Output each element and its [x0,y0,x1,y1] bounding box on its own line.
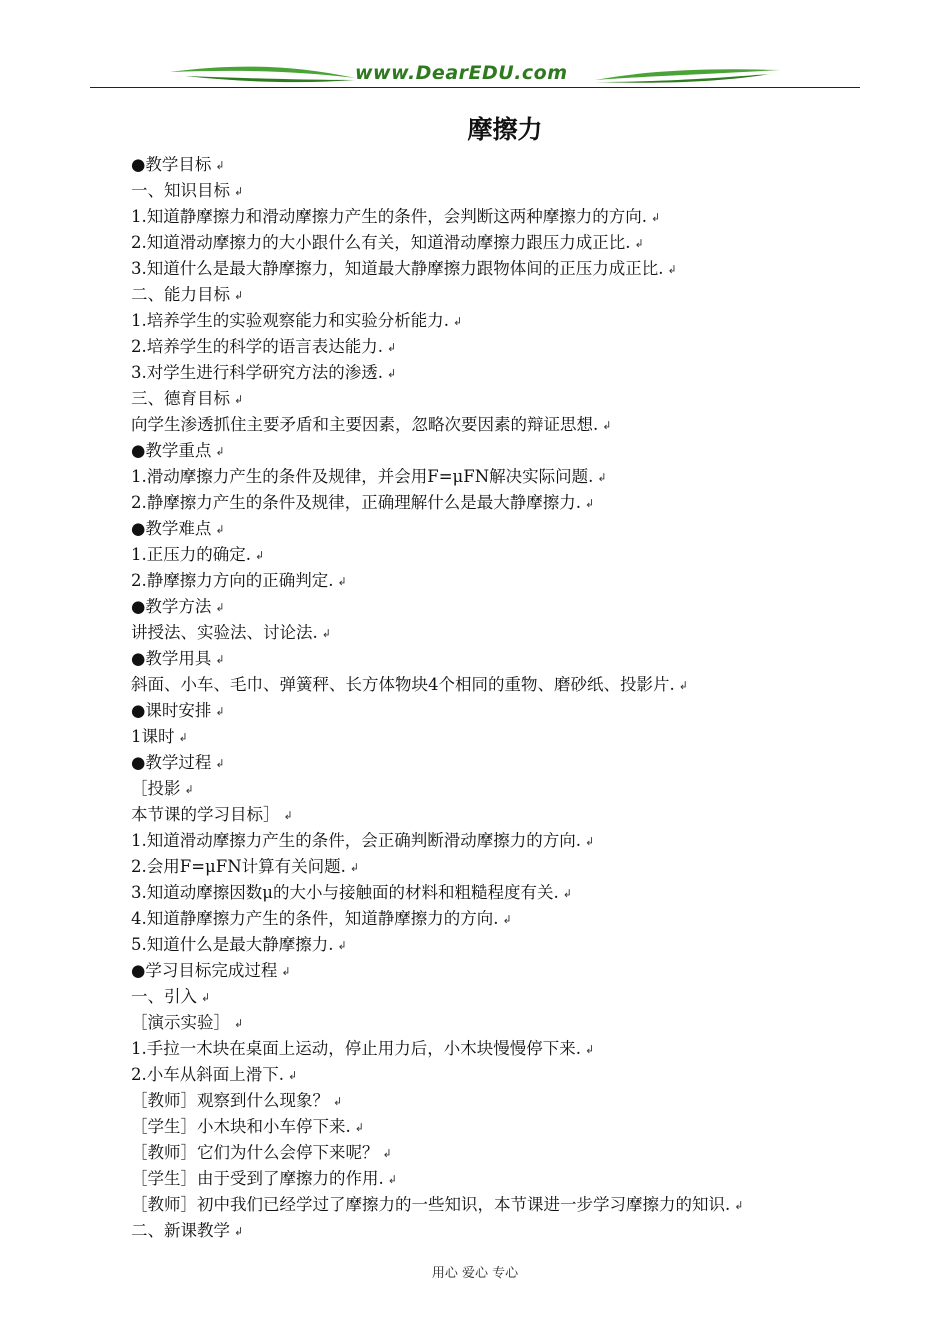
line-text: ［教师］观察到什么现象？ [131,1091,329,1110]
document-line [131,750,871,776]
paragraph-mark-icon: ↲ [597,470,607,484]
document-line [131,698,871,724]
line-text: 斜面、小车、毛巾、弹簧秤、长方体物块4个相同的重物、磨砂纸、投影片. [131,675,675,694]
document-line [131,724,871,750]
header-rule [90,87,860,88]
paragraph-mark-icon: ↲ [651,210,661,224]
page-footer: 用心 爱心 专心 [431,1266,519,1281]
line-text: 3.对学生进行科学研究方法的渗透. [131,363,383,382]
document-line [131,776,871,802]
line-text: ●教学方法 [131,597,212,616]
line-text: 一、知识目标 [131,181,230,200]
document-line [131,1088,871,1114]
paragraph-mark-icon: ↲ [502,912,512,926]
document-line [131,1192,871,1218]
document-body [131,152,871,1244]
paragraph-mark-icon: ↲ [349,860,360,874]
paragraph-mark-icon: ↲ [178,730,188,744]
line-text: ［演示实验］ [131,1013,230,1032]
paragraph-mark-icon: ↲ [215,600,225,614]
document-line [131,828,871,854]
document-line [131,620,871,646]
line-text: 2.小车从斜面上滑下. [131,1065,284,1084]
document-line [131,516,871,542]
paragraph-mark-icon: ↲ [288,1068,298,1082]
line-text: ●教学难点 [131,519,212,538]
line-text: 本节课的学习目标］ [131,805,280,824]
document-line [131,230,871,256]
document-line [131,802,871,828]
paragraph-mark-icon: ↲ [585,834,595,848]
line-text: 2.知道滑动摩擦力的大小跟什么有关，知道滑动摩擦力跟压力成正比. [131,233,631,252]
paragraph-mark-icon: ↲ [281,964,291,978]
document-line [131,334,871,360]
line-text: 2.静摩擦力产生的条件及规律，正确理解什么是最大静摩擦力. [131,493,581,512]
document-line [131,932,871,958]
paragraph-mark-icon: ↲ [215,652,225,666]
line-text: ●学习目标完成过程 [131,961,278,980]
line-text: 一、引入 [131,987,197,1006]
line-text: ［学生］小木块和小车停下来. [131,1117,351,1136]
document-line [131,386,871,412]
document-line [131,360,871,386]
paragraph-mark-icon: ↲ [215,444,225,458]
line-text: 二、新课教学 [131,1221,230,1240]
document-line [131,1010,871,1036]
document-line [131,1036,871,1062]
document-line [131,152,871,178]
document-line [131,542,871,568]
paragraph-mark-icon: ↲ [321,626,331,640]
document-line [131,464,871,490]
document-line [131,958,871,984]
paragraph-mark-icon: ↲ [184,782,194,796]
line-text: 向学生渗透抓住主要矛盾和主要因素，忽略次要因素的辩证思想. [131,415,599,434]
site-url: www.DearEDU.com [355,62,568,84]
document-line [131,178,871,204]
paragraph-mark-icon: ↲ [453,314,463,328]
document-line [131,1218,871,1244]
paragraph-mark-icon: ↲ [585,496,595,510]
document-line [131,412,871,438]
line-text: ●教学过程 [131,753,212,772]
paragraph-mark-icon: ↲ [585,1042,595,1056]
document-line [131,282,871,308]
document-line [131,204,871,230]
document-line [131,672,871,698]
document-line [131,1140,871,1166]
line-text: ［学生］由于受到了摩擦力的作用. [131,1169,384,1188]
line-text: 5.知道什么是最大静摩擦力. [131,935,334,954]
paragraph-mark-icon: ↲ [201,990,211,1004]
document-line [131,438,871,464]
line-text: 讲授法、实验法、讨论法. [131,623,318,642]
line-text: 1.培养学生的实验观察能力和实验分析能力. [131,311,449,330]
paragraph-mark-icon: ↲ [387,340,397,354]
document-line [131,880,871,906]
line-text: ●课时安排 [131,701,212,720]
paragraph-mark-icon: ↲ [234,184,244,198]
line-text: ●教学目标 [131,155,212,174]
document-line [131,906,871,932]
paragraph-mark-icon: ↲ [333,1094,343,1108]
line-text: ［投影 [131,779,181,798]
line-text: 2.培养学生的科学的语言表达能力. [131,337,383,356]
paragraph-mark-icon: ↲ [678,678,688,692]
line-text: 2.会用F=μFN计算有关问题. [131,857,346,876]
line-text: ●教学用具 [131,649,212,668]
paragraph-mark-icon: ↲ [283,808,293,822]
line-text: 1.知道滑动摩擦力产生的条件，会正确判断滑动摩擦力的方向. [131,831,581,850]
paragraph-mark-icon: ↲ [734,1198,744,1212]
paragraph-mark-icon: ↲ [215,704,225,718]
paragraph-mark-icon: ↲ [234,288,244,302]
paragraph-mark-icon: ↲ [255,548,265,562]
line-text: 2.静摩擦力方向的正确判定. [131,571,334,590]
document-line [131,568,871,594]
paragraph-mark-icon: ↲ [387,1172,397,1186]
line-text: ［教师］它们为什么会停下来呢？ [131,1143,379,1162]
document-line [131,1114,871,1140]
line-text: 3.知道什么是最大静摩擦力，知道最大静摩擦力跟物体间的正压力成正比. [131,259,664,278]
paragraph-mark-icon: ↲ [337,938,347,952]
document-line [131,308,871,334]
paragraph-mark-icon: ↲ [234,1224,244,1238]
paragraph-mark-icon: ↲ [354,1120,364,1134]
paragraph-mark-icon: ↲ [387,366,397,380]
paragraph-mark-icon: ↲ [337,574,347,588]
line-text: 1课时 [131,727,175,746]
line-text: ●教学重点 [131,441,212,460]
page-title: 摩擦力 [467,115,543,144]
paragraph-mark-icon: ↲ [382,1146,392,1160]
paragraph-mark-icon: ↲ [234,1016,244,1030]
document-line [131,984,871,1010]
line-text: 3.知道动摩擦因数μ的大小与接触面的材料和粗糙程度有关. [131,883,559,902]
paragraph-mark-icon: ↲ [215,756,225,770]
paragraph-mark-icon: ↲ [215,158,225,172]
line-text: 1.手拉一木块在桌面上运动，停止用力后，小木块慢慢停下来. [131,1039,581,1058]
line-text: 1.正压力的确定. [131,545,251,564]
line-text: 1.知道静摩擦力和滑动摩擦力产生的条件，会判断这两种摩擦力的方向. [131,207,647,226]
document-line [131,594,871,620]
document-line [131,854,871,880]
document-line [131,1062,871,1088]
document-line [131,646,871,672]
paragraph-mark-icon: ↲ [562,886,572,900]
line-text: 1.滑动摩擦力产生的条件及规律，并会用F=μFN解决实际问题. [131,467,594,486]
paragraph-mark-icon: ↲ [602,418,612,432]
paragraph-mark-icon: ↲ [634,236,644,250]
line-text: 二、能力目标 [131,285,230,304]
document-line [131,1166,871,1192]
document-line [131,490,871,516]
paragraph-mark-icon: ↲ [234,392,244,406]
paragraph-mark-icon: ↲ [215,522,225,536]
line-text: ［教师］初中我们已经学过了摩擦力的一些知识，本节课进一步学习摩擦力的知识. [131,1195,731,1214]
line-text: 三、德育目标 [131,389,230,408]
paragraph-mark-icon: ↲ [667,262,677,276]
document-line [131,256,871,282]
line-text: 4.知道静摩擦力产生的条件，知道静摩擦力的方向. [131,909,499,928]
